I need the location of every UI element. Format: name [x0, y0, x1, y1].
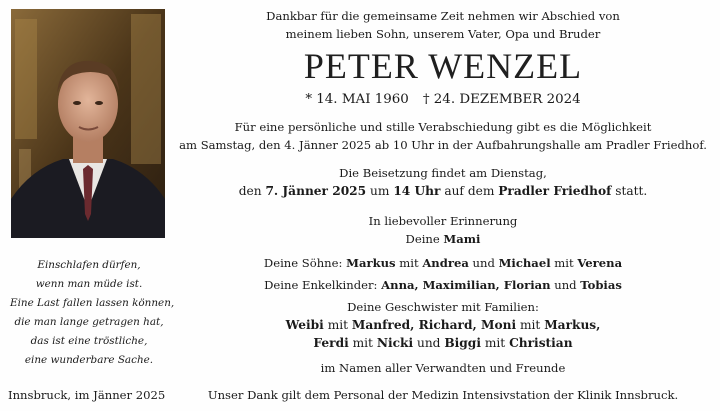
connector: mit: [399, 256, 419, 270]
son-name: Markus: [346, 256, 396, 270]
connector: und: [472, 256, 495, 270]
connector: mit: [554, 256, 574, 270]
sons-line: [176, 256, 710, 270]
connector: mit: [519, 318, 541, 332]
mother-name: Mami: [443, 232, 481, 246]
connector: und: [554, 278, 577, 292]
grandchildren-label: Deine Enkelkinder:: [264, 278, 378, 292]
grandchildren-line: [176, 278, 710, 292]
partner-name: Verena: [577, 256, 623, 270]
connector: mit: [327, 318, 349, 332]
siblings-line: [176, 336, 710, 350]
burial-place: Pradler Friedhof: [498, 184, 612, 198]
connector: mit: [484, 336, 506, 350]
poem-line: Einschlafen dürfen,: [37, 259, 141, 271]
burial-date: 7. Jänner 2025: [265, 184, 367, 198]
farewell-line: am Samstag, den 4. Jänner 2025 ab 10 Uhr in der Aufbahrungshalle am Pradler Friedhof.: [179, 138, 707, 152]
remembrance-mother: [176, 232, 710, 246]
remembrance-line: In liebevoller Erinnerung: [368, 214, 518, 228]
poem-line: das ist eine tröstliche,: [30, 335, 148, 347]
son-name: Michael: [498, 256, 551, 270]
birth-date: * 14. MAI 1960: [305, 92, 409, 107]
family-names: Manfred, Richard, Moni: [351, 318, 517, 332]
intro-line: meinem lieben Sohn, unserem Vater, Opa und Bruder: [285, 27, 601, 41]
poem-line: Eine Last fallen lassen können,: [10, 297, 175, 309]
siblings-label: Deine Geschwister mit Familien:: [347, 300, 539, 314]
portrait-photo: [11, 9, 165, 238]
burial-text: den: [238, 184, 262, 198]
poem-line: die man lange getragen hat,: [14, 316, 164, 328]
thanks-line: Unser Dank gilt dem Personal der Medizin Intensivstation der Klinik Innsbruck.: [207, 388, 679, 402]
place-date: Innsbruck, im Jänner 2025: [8, 388, 166, 402]
connector: und: [416, 336, 441, 350]
farewell-line: Für eine persönliche und stille Verabschiedung gibt es die Möglichkeit: [234, 120, 652, 134]
burial-line: Die Beisetzung findet am Dienstag,: [339, 166, 547, 180]
deceased-name: PETER WENZEL: [303, 46, 583, 86]
burial-text: auf dem: [444, 184, 495, 198]
sibling-name: Ferdi: [313, 336, 349, 350]
family-names: Christian: [509, 336, 573, 350]
burial-text: statt.: [615, 184, 648, 198]
burial-time: 14 Uhr: [393, 184, 441, 198]
connector: mit: [352, 336, 373, 350]
family-names: Nicki: [376, 336, 414, 350]
burial-details: [176, 184, 710, 198]
family-names: Markus,: [544, 318, 601, 332]
burial-text: um: [370, 184, 390, 198]
portrait-photo-icon: [11, 9, 165, 238]
partner-name: Andrea: [422, 256, 469, 270]
relatives-line: im Namen aller Verwandten und Freunde: [320, 361, 566, 375]
remembrance-text: Deine: [405, 232, 440, 246]
death-date: † 24. DEZEMBER 2024: [422, 92, 581, 107]
poem-line: eine wunderbare Sache.: [24, 354, 154, 366]
sibling-name: Weibi: [285, 318, 324, 332]
poem: [10, 256, 175, 370]
sons-label: Deine Söhne:: [263, 256, 343, 270]
poem-line: wenn man müde ist.: [35, 278, 143, 290]
sibling-name: Biggi: [444, 336, 481, 350]
intro-line: Dankbar für die gemeinsame Zeit nehmen wir Abschied von: [266, 9, 620, 23]
grandchild-name: Tobias: [580, 278, 622, 292]
life-dates: [176, 92, 710, 107]
grandchildren-names: Anna, Maximilian, Florian: [381, 278, 551, 292]
siblings-line: [176, 318, 710, 332]
